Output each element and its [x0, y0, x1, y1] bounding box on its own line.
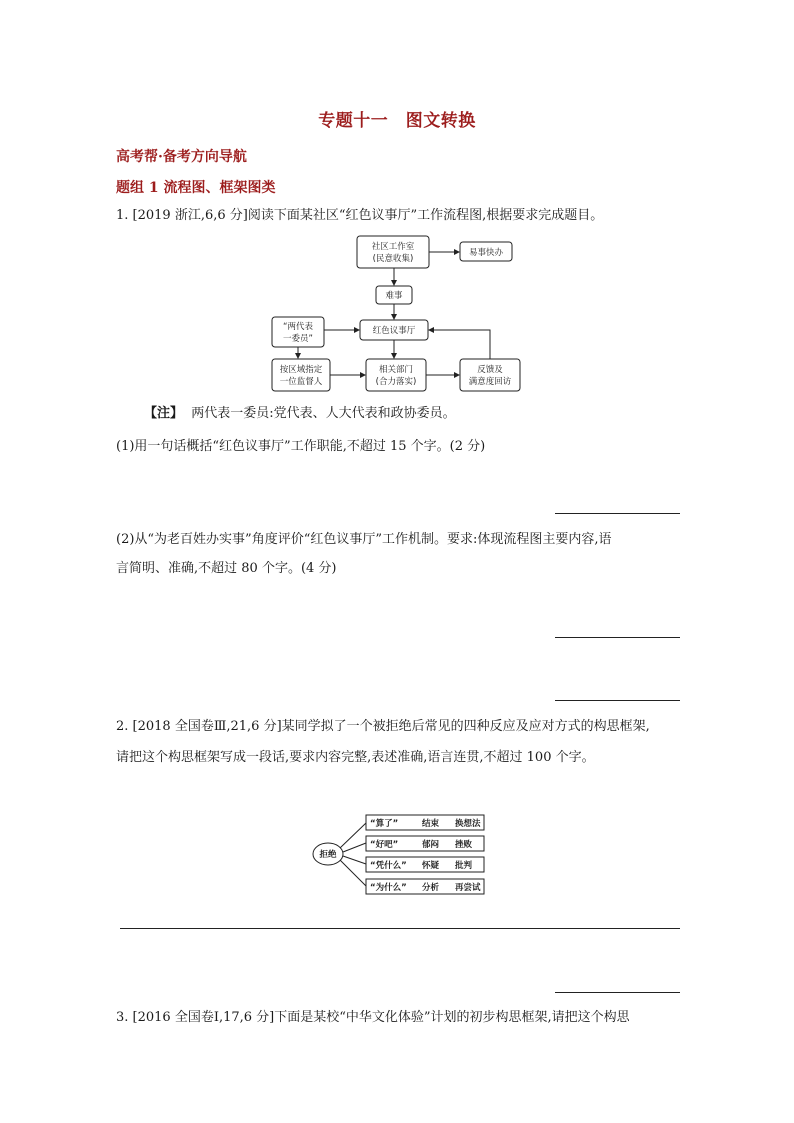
flow-easy: 易事快办 [468, 248, 504, 258]
flow-reps-line1: “两代表 [283, 322, 313, 332]
answer-line[interactable] [555, 992, 680, 993]
group-name: 流程图、框架图类 [163, 180, 276, 196]
note-label: 【注】 [144, 406, 184, 421]
flow-office-line1: 社区工作室 [371, 242, 415, 252]
framework-b-4: 再尝试 [455, 883, 481, 893]
framework-diagram [310, 810, 490, 898]
flow-office-line2: (民意收集) [372, 254, 414, 264]
flow-reps-line2: 一委员” [283, 334, 313, 344]
section-heading: 高考帮·备考方向导航 [116, 149, 247, 165]
framework-quote-4: “为什么” [370, 883, 407, 893]
framework-a-2: 郁闷 [422, 840, 440, 850]
answer-line[interactable] [120, 928, 680, 929]
group-heading [116, 177, 276, 197]
question-3-line1: 3. [2016 全国卷Ⅰ,17,6 分]下面是某校“中华文化体验”计划的初步构思框架,请把这个构思 [116, 1010, 630, 1025]
framework-b-1: 换想法 [455, 819, 481, 829]
flow-supervisor-line1: 按区域指定 [279, 365, 323, 375]
framework-a-3: 怀疑 [422, 861, 440, 871]
framework-quote-3: “凭什么” [370, 861, 407, 871]
flow-feedback-line2: 满意度回访 [468, 377, 512, 387]
framework-b-2: 挫败 [455, 840, 473, 850]
answer-line[interactable] [555, 700, 680, 701]
answer-line[interactable] [555, 513, 680, 514]
flow-hard: 难事 [385, 291, 403, 301]
question-1-sub2-line1: (2)从“为老百姓办实事”角度评价“红色议事厅”工作机制。要求:体现流程图主要内容,语 [116, 532, 612, 547]
flow-hall: 红色议事厅 [372, 326, 416, 336]
flow-supervisor-line2: 一位监督人 [279, 377, 323, 387]
flow-dept-line2: (合力落实) [375, 377, 417, 387]
group-label: 题组 1 [116, 180, 159, 196]
question-1-sub2-line2: 言简明、准确,不超过 80 个字。(4 分) [116, 561, 337, 576]
question-2-line2: 请把这个构思框架写成一段话,要求内容完整,表述准确,语言连贯,不超过 100 个字。 [116, 750, 595, 765]
page-title: 专题十一 图文转换 [318, 111, 476, 131]
question-2-line1: 2. [2018 全国卷Ⅲ,21,6 分]某同学拟了一个被拒绝后常见的四种反应及应对方式的构思框架, [116, 719, 650, 734]
framework-a-1: 结束 [422, 819, 440, 829]
flowchart [260, 232, 530, 394]
question-1-text: 1. [2019 浙江,6,6 分]阅读下面某社区“红色议事厅”工作流程图,根据要求完成题目。 [116, 208, 604, 223]
question-1-sub1: (1)用一句话概括“红色议事厅”工作职能,不超过 15 个字。(2 分) [116, 439, 486, 454]
note-text: 两代表一委员:党代表、人大代表和政协委员。 [191, 406, 456, 421]
framework-quote-2: “好吧” [370, 840, 399, 850]
framework-b-3: 批判 [455, 861, 473, 871]
note [144, 404, 456, 424]
flow-feedback-line1: 反馈及 [477, 365, 503, 375]
framework-center: 拒绝 [319, 850, 337, 860]
answer-line[interactable] [555, 637, 680, 638]
flow-dept-line1: 相关部门 [378, 365, 414, 375]
framework-a-4: 分析 [422, 883, 440, 893]
framework-quote-1: “算了” [370, 819, 399, 829]
